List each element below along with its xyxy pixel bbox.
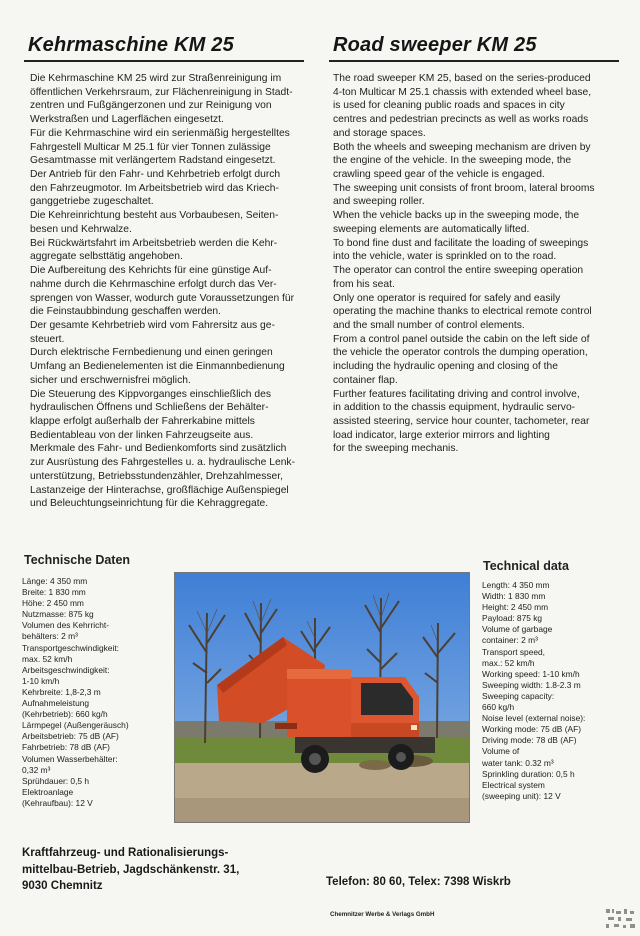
spec-line-en: Electrical system	[482, 779, 545, 790]
body-line-de: Merkmale des Fahr- und Bedienkomforts sind zusätzlich	[30, 443, 287, 455]
spec-line-en: Payload: 875 kg	[482, 613, 543, 624]
body-line-de: Umfang an Bedienelementen ist die Einmannbedienung	[30, 361, 285, 373]
publisher-credit: Chemnitzer Werbe & Verlags GmbH	[330, 911, 435, 918]
body-line-en: and storage spaces.	[333, 127, 426, 139]
body-line-en: When the vehicle backs up in the sweeping mode, the	[333, 210, 580, 222]
body-line-en: Only one operator is required for safely and easily	[333, 292, 561, 304]
spec-line-en: container: 2 m³	[482, 635, 538, 646]
body-line-en: 4-ton Multicar M 25.1 chassis with extended wheel base,	[333, 86, 592, 98]
body-line-en: operating the machine thanks to electrical remote control	[333, 306, 592, 318]
body-line-en: To bond fine dust and facilitate the loading of sweepings	[333, 237, 589, 249]
body-line-en: and the small number of control elements.	[333, 319, 525, 331]
body-line-en: and sweeping roller.	[333, 196, 425, 208]
body-line-de: zur Ausrüstung des Fahrgestelles u. a. hydraulische Lenk-	[30, 457, 296, 469]
spec-line-en: max.: 52 km/h	[482, 657, 535, 668]
spec-line-en: 660 kg/h	[482, 702, 515, 713]
title-rule-en	[329, 60, 619, 62]
company-line: 9030 Chemnitz	[22, 880, 103, 892]
spec-line-en: Width: 1 830 mm	[482, 591, 546, 602]
spec-line-de: (Kehraufbau): 12 V	[22, 797, 93, 808]
body-line-de: Bedientableau von der linken Fahrzeugseite aus.	[30, 429, 254, 441]
body-line-en: centres and pedestrian precincts as well as works roads	[333, 114, 589, 126]
body-line-en: from his seat.	[333, 278, 395, 290]
corner-stamp-mark	[602, 905, 638, 931]
spec-line-de: Länge: 4 350 mm	[22, 576, 88, 586]
body-line-en: load indicator, large exterior mirrors and lighting	[333, 429, 550, 441]
body-line-en: sweeping elements are automatically lifted.	[333, 223, 530, 235]
spec-line-de: (Kehrbetrieb): 660 kg/h	[22, 709, 108, 720]
body-line-de: öffentlichen Verkehrsraum, zur Flächenreinigung in Stadt-	[30, 86, 293, 98]
spec-line-en: Working speed: 1-10 km/h	[482, 668, 580, 679]
spec-line-de: Aufnahmeleistung	[22, 698, 90, 709]
spec-line-en: (sweeping unit): 12 V	[482, 790, 561, 801]
body-text-de	[30, 72, 305, 511]
spec-line-de: Nutzmasse: 875 kg	[22, 609, 94, 620]
body-line-de: Der gesamte Kehrbetrieb wird vom Fahrersitz aus ge-	[30, 319, 275, 331]
title-rule-de	[24, 60, 304, 62]
spec-line-de: Elektroanlage	[22, 786, 74, 797]
body-line-en: in addition to the chassis equipment, hydraulic servo-	[333, 402, 576, 414]
spec-line-de: max. 52 km/h	[22, 653, 73, 664]
spec-line-de: Volumen Wasserbehälter:	[22, 753, 118, 764]
company-line: Kraftfahrzeug- und Rationalisierungs-	[22, 847, 229, 859]
body-line-de: unterstützung, Betriebsstundenzähler, Drehzahlmesser,	[30, 470, 283, 482]
body-line-en: crawling speed gear of the vehicle is engaged.	[333, 169, 545, 181]
body-line-de: Die Kehreinrichtung besteht aus Vorbaubesen, Seiten-	[30, 210, 279, 222]
body-line-de: Fahrgestell Multicar M 25.1 für vier Tonnen zulässige	[30, 141, 271, 153]
body-line-de: Die Kehrmaschine KM 25 wird zur Straßenreinigung im	[30, 73, 282, 84]
body-line-de: klappe erfolgt außerhalb der Fahrerkabine mittels	[30, 415, 255, 427]
body-line-en: assisted steering, service hour counter, tachometer, rear	[333, 415, 590, 427]
body-line-en: for the sweeping mechanis.	[333, 443, 459, 455]
spec-line-en: Volume of	[482, 746, 520, 757]
body-line-en: container flap.	[333, 374, 398, 386]
spec-line-en: Volume of garbage	[482, 624, 553, 635]
body-line-de: hydraulischen Öffnens und Schließens der Behälter-	[30, 402, 269, 414]
company-address	[22, 845, 239, 895]
body-line-de: Durch elektrische Fernbedienung und einen geringen	[30, 347, 273, 359]
body-line-de: zentren und Fußgängerzonen und zur Reinigung von	[30, 100, 272, 112]
spec-line-de: Arbeitsgeschwindigkeit:	[22, 664, 110, 675]
company-line: mittelbau-Betrieb, Jagdschänkenstr. 31,	[22, 863, 240, 876]
specs-list-de	[22, 576, 172, 809]
spec-line-en: water tank: 0.32 m³	[482, 757, 554, 768]
body-line-en: the vehicle the operator controls the dumping operation,	[333, 347, 588, 359]
specs-title-de: Technische Daten	[24, 553, 131, 567]
body-line-de: Gesamtmasse mit verlängertem Radstand eingesetzt.	[30, 155, 276, 167]
specs-title-en: Technical data	[483, 559, 569, 573]
body-line-en: Further features facilitating driving and control involve,	[333, 388, 580, 400]
title-de: Kehrmaschine KM 25	[28, 34, 234, 56]
body-line-en: The sweeping unit consists of front broom, lateral brooms	[333, 182, 595, 194]
spec-line-en: Driving mode: 78 dB (AF)	[482, 735, 577, 746]
spec-line-en: Height: 2 450 mm	[482, 602, 549, 613]
spec-line-de: 1-10 km/h	[22, 675, 60, 686]
road-sweeper-photo	[174, 572, 470, 823]
body-line-de: Lastanzeige der Hinterachse, großflächige Außenspiegel	[30, 484, 289, 496]
spec-line-en: Length: 4 350 mm	[482, 580, 550, 590]
spec-line-en: Sprinkling duration: 0,5 h	[482, 768, 575, 779]
body-line-de: nahme durch die Kehrmaschine erfolgt durch das Ver-	[30, 278, 277, 290]
spec-line-en: Sweeping capacity:	[482, 690, 555, 701]
body-line-en: the engine of the vehicle. In the sweeping mode, the	[333, 155, 572, 167]
body-line-de: Werkstraßen und Lagerflächen eingesetzt.	[30, 114, 224, 126]
body-line-de: besen und Kehrwalze.	[30, 223, 132, 235]
spec-line-en: Working mode: 75 dB (AF)	[482, 724, 581, 735]
spec-line-de: Arbeitsbetrieb: 75 dB (AF)	[22, 731, 119, 742]
body-line-de: Die Steuerung des Kippvorganges einschließlich des	[30, 388, 271, 400]
body-line-de: und Beleuchtungseinrichtung für die Kehraggregate.	[30, 498, 269, 510]
body-line-en: including the hydraulic opening and closing of the	[333, 361, 558, 373]
contact-info: Telefon: 80 60, Telex: 7398 Wiskrb	[326, 876, 511, 888]
body-line-de: Bei Rückwärtsfahrt im Arbeitsbetrieb werden die Kehr-	[30, 237, 278, 249]
body-line-en: into the vehicle, water is sprinkled on to the road.	[333, 251, 557, 263]
spec-line-de: Volumen des Kehrricht-	[22, 620, 110, 631]
spec-line-de: Transportgeschwindigkeit:	[22, 642, 119, 653]
specs-list-en	[482, 580, 632, 802]
body-line-en: is used for cleaning public roads and spaces in city	[333, 100, 565, 112]
body-text-en	[333, 72, 619, 456]
body-line-de: ganggetriebe zugeschaltet.	[30, 196, 154, 208]
body-line-en: Both the wheels and sweeping mechanism are driven by	[333, 141, 591, 153]
body-line-de: die Feinstaubbindung geschaffen werden.	[30, 306, 222, 318]
body-line-de: Der Antrieb für den Fahr- und Kehrbetrieb erfolgt durch	[30, 169, 281, 181]
body-line-de: sprengen von Wasser, wodurch gute Voraussetzungen für	[30, 292, 295, 304]
body-line-de: steuert.	[30, 333, 65, 345]
body-line-en: The road sweeper KM 25, based on the series-produced	[333, 73, 591, 84]
body-line-en: From a control panel outside the cabin on the left side of	[333, 333, 590, 345]
body-line-de: sicher und erschwernisfrei möglich.	[30, 374, 191, 386]
spec-line-de: Sprühdauer: 0,5 h	[22, 775, 90, 786]
spec-line-de: Fahrbetrieb: 78 dB (AF)	[22, 742, 110, 753]
body-line-de: Für die Kehrmaschine wird ein serienmäßig hergestelltes	[30, 127, 290, 139]
spec-line-de: Lärmpegel (Außengeräusch)	[22, 720, 129, 731]
body-line-de: Die Aufbereitung des Kehrichts für eine günstige Auf-	[30, 265, 272, 277]
spec-line-de: 0,32 m³	[22, 764, 51, 775]
body-line-de: den Fahrzeugmotor. Im Arbeitsbetrieb wird das Kriech-	[30, 182, 279, 194]
spec-line-de: Breite: 1 830 mm	[22, 587, 86, 598]
spec-line-de: Kehrbreite: 1,8-2,3 m	[22, 686, 101, 697]
body-line-de: aggregate selbsttätig angehoben.	[30, 251, 183, 263]
spec-line-de: behälters: 2 m³	[22, 631, 78, 642]
spec-line-en: Sweeping width: 1.8-2.3 m	[482, 679, 581, 690]
body-line-en: The operator can control the entire sweeping operation	[333, 265, 584, 277]
spec-line-en: Noise level (external noise):	[482, 713, 586, 724]
title-en: Road sweeper KM 25	[333, 34, 537, 56]
spec-line-en: Transport speed,	[482, 646, 546, 657]
spec-line-de: Höhe: 2 450 mm	[22, 598, 84, 609]
